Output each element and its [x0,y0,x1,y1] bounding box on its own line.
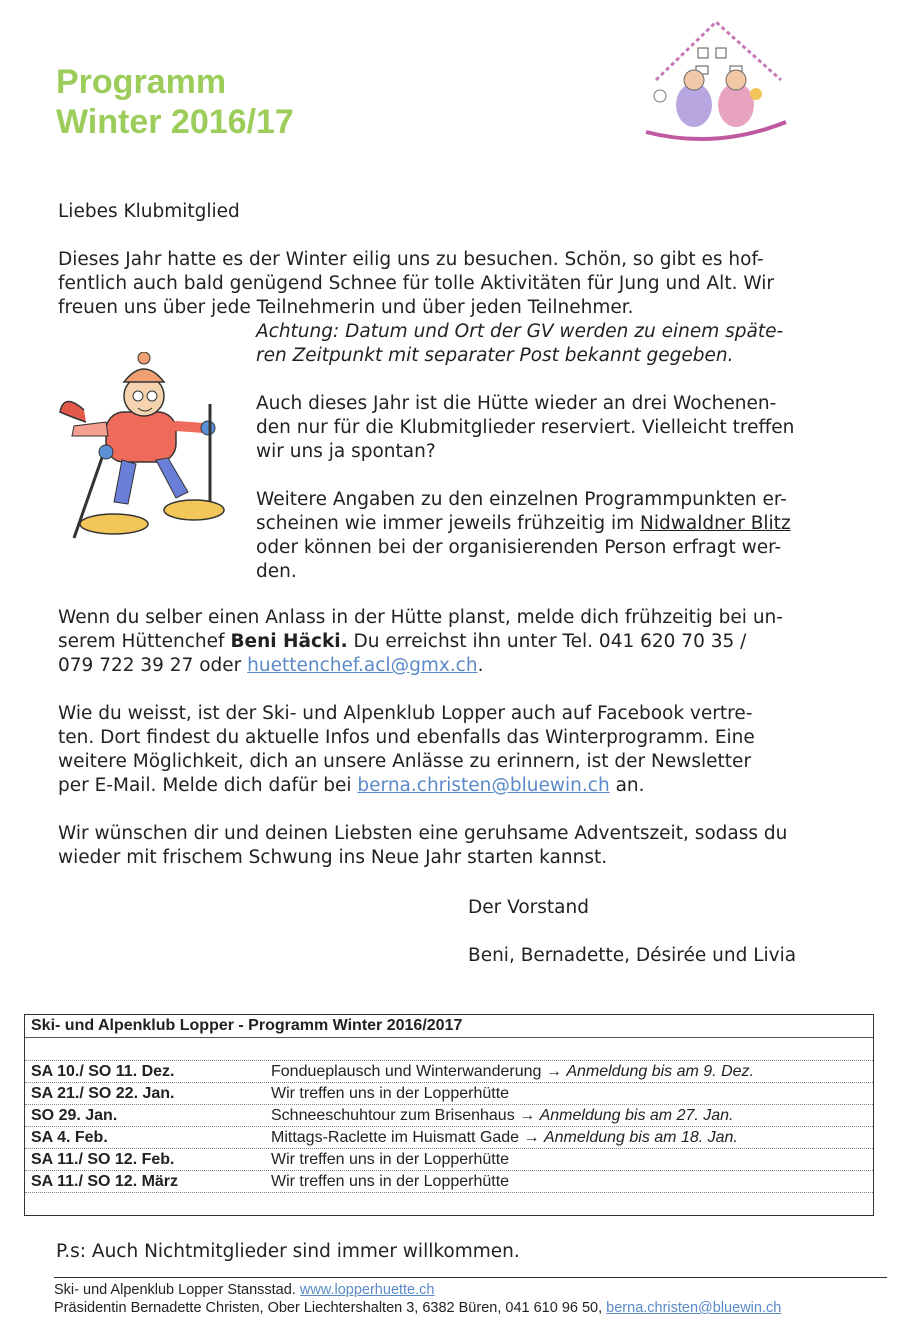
paragraph-anlass [58,606,783,678]
text-line: Wenn du selber einen Anlass in der Hütte planst, melde dich frühzeitig bei un- [58,607,783,628]
text-line: wieder mit frischem Schwung ins Neue Jahr starten kannst. [58,847,608,868]
text-line: ren Zeitpunkt mit separater Post bekannt gegeben. [256,345,734,366]
arrow-right-icon: → [519,1107,536,1124]
event-date: SA 11./ SO 12. Feb. [31,1151,175,1168]
text-line: oder können bei der organisierenden Person erfragt wer- [256,537,782,558]
nidwaldner-blitz-link[interactable]: Nidwaldner Blitz [640,513,791,534]
text-line: Dieses Jahr hatte es der Winter eilig uns zu besuchen. Schön, so gibt es hof- [58,249,764,270]
text-line: Wir wünschen dir und deinen Liebsten eine geruhsame Adventszeit, sodass du [58,823,788,844]
text-line: Auch dieses Jahr ist die Hütte wieder an drei Wochenen- [256,393,777,414]
club-emblem-icon [636,10,796,160]
event-date: SA 10./ SO 11. Dez. [31,1063,175,1080]
text-line: serem Hüttenchef Beni Häcki. Du erreichst ihn unter Tel. 041 620 70 35 / [58,631,747,652]
footer-line-2: Präsidentin Bernadette Christen, Ober Liechtershalten 3, 6382 Büren, 041 610 96 50, berna.christen@bluewin.ch [54,1300,782,1316]
table-row [25,1149,873,1171]
paragraph-huette [256,392,794,464]
title-line-2: Winter 2016/17 [56,103,294,141]
arrow-right-icon: → [523,1129,540,1146]
paragraph-programmpunkte [256,488,791,584]
program-table [24,1014,874,1216]
text-line: fentlich auch bald genügend Schnee für tolle Aktivitäten für Jung und Alt. Wir [58,273,774,294]
text-line: den nur für die Klubmitglieder reserviert. Vielleicht treffen [256,417,795,438]
signature-names: Beni, Bernadette, Désirée und Livia [468,945,797,966]
text-line: weitere Möglichkeit, dich an unsere Anlässe zu erinnern, ist der Newsletter [58,751,752,772]
arrow-right-icon: → [545,1063,562,1080]
text-line: 079 722 39 27 oder huettenchef.acl@gmx.ch. [58,655,484,676]
event-description: Schneeschuhtour zum Brisenhaus → Anmeldung bis am 27. Jan. [271,1107,734,1124]
event-description: Wir treffen uns in der Lopperhütte [271,1151,510,1168]
text-line: ten. Dort findest du aktuelle Infos und ebenfalls das Winterprogramm. Eine [58,727,755,748]
table-row [25,1127,873,1149]
text-line: Wie du weisst, ist der Ski- und Alpenklub Lopper auch auf Facebook vertre- [58,703,753,724]
table-row [25,1061,873,1083]
table-row [25,1105,873,1127]
event-description: Mittags-Raclette im Huismatt Gade → Anmeldung bis am 18. Jan. [271,1129,738,1146]
newsletter-email-link[interactable]: berna.christen@bluewin.ch [357,775,610,796]
text-line: den. [256,561,297,582]
event-note: Anmeldung bis am 27. Jan. [539,1107,734,1124]
text-line: scheinen wie immer jeweils frühzeitig im Nidwaldner Blitz [256,513,791,534]
table-row [25,1083,873,1105]
text-line: Weitere Angaben zu den einzelnen Programmpunkten er- [256,489,787,510]
footer-email-link[interactable]: berna.christen@bluewin.ch [606,1300,782,1316]
website-link[interactable]: www.lopperhuette.ch [299,1282,435,1298]
paragraph-intro [58,248,774,320]
title-line-1: Programm [56,63,227,101]
text-line: wir uns ja spontan? [256,441,436,462]
paragraph-wishes [58,822,787,870]
text-line: Achtung: Datum und Ort der GV werden zu einem späte- [256,321,784,342]
footer [54,1277,887,1317]
event-description: Wir treffen uns in der Lopperhütte [271,1173,510,1190]
event-date: SA 11./ SO 12. März [31,1173,179,1190]
huettenchef-name: Beni Häcki. [230,631,348,652]
signature-board: Der Vorstand [468,897,589,918]
huettenchef-email-link[interactable]: huettenchef.acl@gmx.ch [247,655,478,676]
event-note: Anmeldung bis am 18. Jan. [543,1129,738,1146]
table-row [25,1171,873,1193]
page-title [56,62,294,142]
salutation: Liebes Klubmitglied [58,201,240,222]
program-table-heading: Ski- und Alpenklub Lopper - Programm Winter 2016/2017 [25,1015,873,1038]
footer-line-1: Ski- und Alpenklub Lopper Stansstad. www.lopperhuette.ch [54,1282,435,1298]
event-note: Anmeldung bis am 9. Dez. [566,1063,754,1080]
event-date: SA 21./ SO 22. Jan. [31,1085,175,1102]
event-description: Fondueplausch und Winterwanderung → Anmeldung bis am 9. Dez. [271,1063,754,1080]
table-spacer-row [25,1038,873,1061]
postscript: P.s: Auch Nichtmitglieder sind immer willkommen. [56,1241,520,1262]
snowshoe-hiker-icon [44,352,244,552]
notice-gv [256,320,783,368]
event-date: SA 4. Feb. [31,1129,108,1146]
event-description: Wir treffen uns in der Lopperhütte [271,1085,510,1102]
event-date: SO 29. Jan. [31,1107,118,1124]
text-line: per E-Mail. Melde dich dafür bei berna.christen@bluewin.ch an. [58,775,645,796]
text-line: freuen uns über jede Teilnehmerin und über jeden Teilnehmer. [58,297,634,318]
paragraph-facebook [58,702,755,798]
